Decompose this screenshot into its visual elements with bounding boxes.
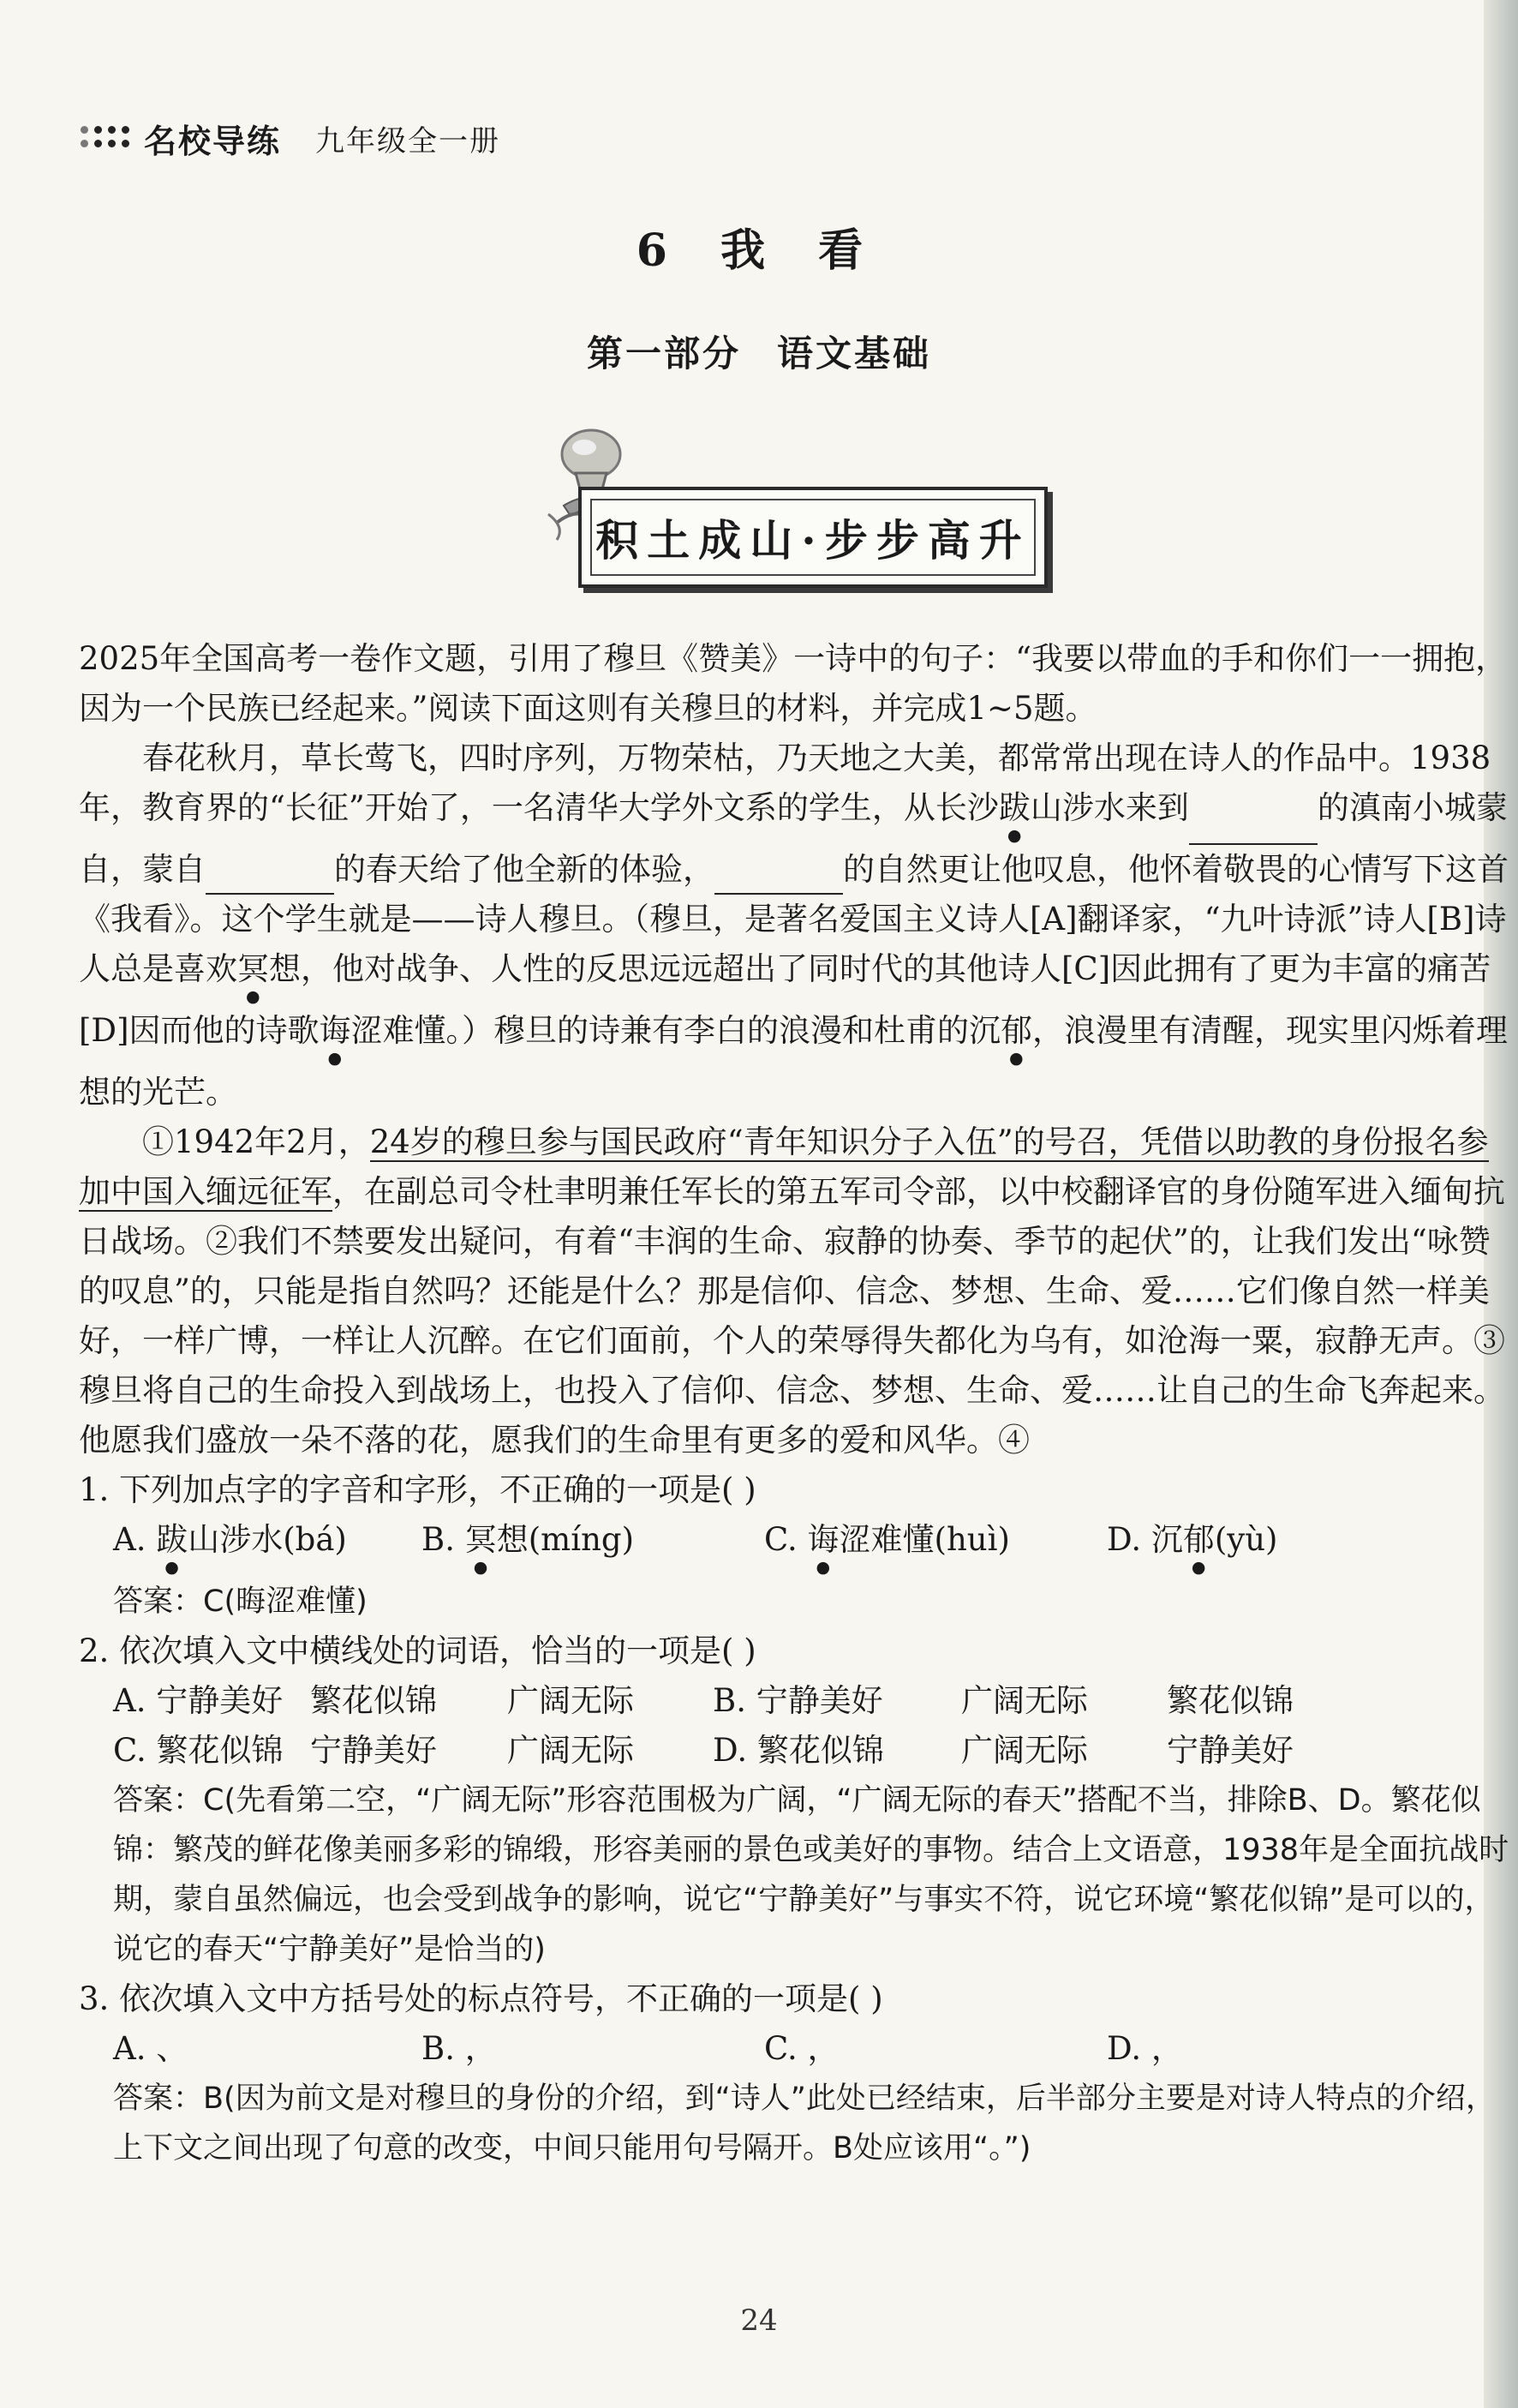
question-1 <box>79 1465 1509 1626</box>
fill-blank-3 <box>714 860 843 895</box>
q2-option-c: C. 繁花似锦 <box>113 1732 284 1769</box>
q2-option-c-word-2: 宁静美好 <box>310 1732 437 1769</box>
question-2-options-row-2 <box>79 1726 1509 1776</box>
banner-box <box>578 487 1048 588</box>
q1-option-d: D. 沉郁(yù) <box>1107 1521 1278 1558</box>
header-grade: 九年级全一册 <box>315 123 501 159</box>
header-dots-icon <box>81 126 132 150</box>
dotted-char: 诲 <box>319 1012 351 1049</box>
fill-blank-2 <box>206 860 334 895</box>
q2-option-d-word-2: 广阔无际 <box>961 1732 1088 1769</box>
page-number: 24 <box>740 2303 778 2338</box>
part-heading-b: 语文基础 <box>777 332 932 374</box>
dotted-char: 跋 <box>998 789 1031 826</box>
q3-option-a: A. 、 <box>113 2030 188 2067</box>
q1-option-b: B. 冥想(míng) <box>421 1521 635 1558</box>
q3-option-d: D. ， <box>1107 2030 1183 2067</box>
question-1-stem: 1. 下列加点字的字音和字形，不正确的一项是( ) <box>79 1471 756 1508</box>
part-heading <box>0 326 1518 377</box>
question-3-stem: 3. 依次填入文中方括号处的标点符号，不正确的一项是( ) <box>79 1980 883 2017</box>
question-3-options <box>79 2024 1509 2074</box>
q2-option-c-word-3: 广阔无际 <box>507 1732 634 1769</box>
passage-paragraph-1: 春花秋月，草长莺飞，四时序列，万物荣枯，乃天地之大美，都常常出现在诗人的作品中。1938年，教育界的“长征”开始了，一名清华大学外文系的学生，从长沙跋山涉水来到 的滇南小城蒙自，蒙自 的春天给了他全新的体验， 的自然更让他叹息，他怀着敬畏的心情写下这首《我看》。这个学生就是——诗人穆旦。（穆旦，是著名爱国主义诗人[A]翻译家，“九叶诗派”诗人[B]诗人总是喜欢冥想，他对战争、人性的反思远远超出了同时代的其他诗人[C]因此拥有了更为丰富的痛苦[D]因而他的诗歌诲涩难懂。）穆旦的诗兼有李白的浪漫和杜甫的沉郁，浪漫里有清醒，现实里闪烁着理想的光芒。 <box>79 740 1509 1111</box>
q2-option-a-word-2: 繁花似锦 <box>310 1682 437 1719</box>
fill-blank-1 <box>1189 811 1318 845</box>
passage-paragraph-2: ①1942年2月，24岁的穆旦参与国民政府“青年知识分子入伍”的号召，凭借以助教的身份报名参加中国入缅远征军，在副总司令杜聿明兼任军长的第五军司令部，以中校翻译官的身份随军进入缅甸抗日战场。②我们不禁要发出疑问，有着“丰润的生命、寂静的协奏、季节的起伏”的，让我们发出“咏赞的叹息”的，只能是指自然吗？还能是什么？那是信仰、信念、梦想、生命、爱……它们像自然一样美好，一样广博，一样让人沉醉。在它们面前，个人的荣辱得失都化为乌有，如沧海一粟，寂静无声。③穆旦将自己的生命投入到战场上，也投入了信仰、信念、梦想、生命、爱……让自己的生命飞奔起来。他愿我们盛放一朵不落的花，愿我们的生命里有更多的爱和风华。④ <box>79 1123 1505 1459</box>
q3-option-b: B. ， <box>421 2030 497 2067</box>
question-3 <box>79 1974 1509 2173</box>
q3-option-c: C. ， <box>764 2030 840 2067</box>
q2-option-a: A. 宁静美好 <box>113 1682 284 1719</box>
q1-option-a: A. 跋山涉水(bá) <box>113 1521 347 1558</box>
question-2 <box>79 1626 1509 1974</box>
q2-option-b-word-2: 广阔无际 <box>961 1682 1088 1719</box>
question-2-answer: 答案：C(先看第二空，“广阔无际”形容范围极为广阔，“广阔无际的春天”搭配不当，排除B、D。繁花似锦：繁茂的鲜花像美丽多彩的锦缎，形容美丽的景色或美好的事物。结合上文语意，1938年是全面抗战时期，蒙自虽然偏远，也会受到战争的影响，说它“宁静美好”与事实不符，说它环境“繁花似锦”是可以的，说它的春天“宁静美好”是恰当的) <box>113 1783 1509 1967</box>
header-brand: 名校导练 <box>144 122 282 160</box>
q2-option-b: B. 宁静美好 <box>713 1682 883 1719</box>
question-2-stem: 2. 依次填入文中横线处的词语，恰当的一项是( ) <box>79 1632 756 1669</box>
dotted-char: 冥 <box>237 950 269 987</box>
q2-option-d-word-3: 宁静美好 <box>1167 1732 1294 1769</box>
main-content <box>79 634 1509 2173</box>
q2-option-a-word-3: 广阔无际 <box>507 1682 634 1719</box>
part-heading-a: 第一部分 <box>586 332 741 374</box>
underlined-sentence: 24岁的穆旦参与国民政府“青年知识分子入伍”的号召，凭借以助教的身份报名参加中国入缅远征军 <box>79 1123 1489 1210</box>
question-2-options-row-1 <box>79 1676 1509 1726</box>
question-3-answer: 答案：B(因为前文是对穆旦的身份的介绍，到“诗人”此处已经结束，后半部分主要是对诗人特点的介绍，上下文之间出现了句意的改变，中间只能用句号隔开。B处应该用“。”) <box>113 2082 1496 2165</box>
q2-option-b-word-3: 繁花似锦 <box>1167 1682 1294 1719</box>
q2-option-d: D. 繁花似锦 <box>713 1732 884 1769</box>
page-header <box>81 117 500 159</box>
question-1-options <box>79 1515 1509 1577</box>
dotted-char: 郁 <box>1001 1012 1033 1049</box>
q1-option-c: C. 诲涩难懂(huì) <box>764 1521 1010 1558</box>
lesson-title: 6 我 看 <box>636 225 882 277</box>
banner-text: 积土成山·步步高升 <box>590 499 1036 576</box>
intro-paragraph: 2025年全国高考一卷作文题，引用了穆旦《赞美》一诗中的句子：“我要以带血的手和你们一一拥抱，因为一个民族已经起来。”阅读下面这则有关穆旦的材料，并完成1~5题。 <box>79 640 1508 727</box>
section-banner <box>514 420 1045 608</box>
question-1-answer: 答案：C(晦涩难懂) <box>113 1584 368 1619</box>
